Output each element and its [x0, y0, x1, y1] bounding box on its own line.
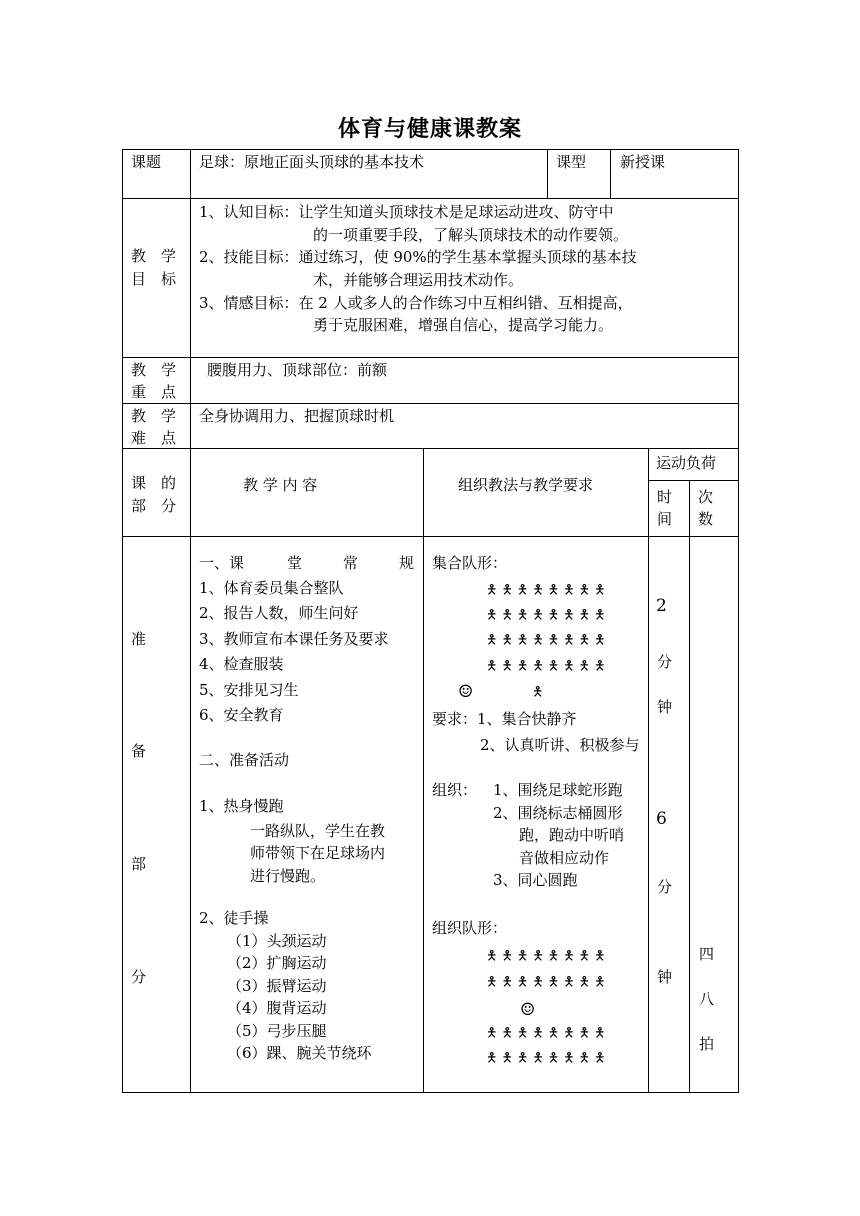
objective-line: 术，并能够合理运用技术动作。: [313, 271, 524, 289]
column-header-content: 教 学 内 容: [243, 476, 318, 494]
difficulty-label: 难 点: [131, 429, 177, 447]
table-border-left: [122, 149, 123, 1093]
student-figure-row: 🯅🯅🯅🯅🯅🯅🯅🯅: [486, 949, 610, 964]
row-divider: [122, 198, 739, 199]
difficulty-label: 教 学: [131, 407, 177, 425]
content-line: 1、热身慢跑: [199, 797, 284, 815]
row-divider: [122, 448, 739, 449]
content-line: 1、体育委员集合整队: [199, 579, 344, 597]
method-line: 组织队形：: [432, 919, 508, 937]
column-header-method: 组织教法与教学要求: [458, 476, 594, 494]
method-line: 2、围绕标志桶圆形: [493, 804, 623, 822]
content-heading: 堂: [287, 554, 303, 572]
column-header-time: 时: [657, 488, 673, 506]
difficulty-value: 全身协调用力、把握顶球时机: [199, 407, 395, 425]
column-divider: [190, 149, 191, 1093]
teacher-icon: ☺: [520, 1000, 536, 1020]
column-header-time: 间: [657, 510, 673, 528]
objective-line: 勇于克服困难，增强自信心，提高学习能力。: [313, 316, 614, 334]
objective-line: 2、技能目标：通过练习，使 90%的学生基本掌握头顶球的基本技: [199, 248, 637, 266]
objectives-label: 目 标: [131, 270, 177, 288]
part-label: 分: [131, 968, 147, 986]
content-heading: 常: [343, 554, 359, 572]
part-label: 备: [131, 742, 147, 760]
key-point-label: 教 学: [131, 361, 177, 379]
type-label: 课型: [556, 153, 587, 171]
method-line: 要求：1、集合快静齐: [432, 710, 577, 728]
content-line: 师带领下在足球场内: [250, 844, 386, 862]
content-line: 一路纵队，学生在教: [250, 822, 386, 840]
column-header-count: 数: [698, 510, 714, 528]
column-divider: [547, 149, 548, 199]
subject-value: 足球：原地正面头顶球的基本技术: [199, 153, 425, 171]
count-value: 四: [699, 945, 715, 963]
column-header-load: 运动负荷: [656, 454, 717, 472]
part-label: 准: [131, 630, 147, 648]
student-figure-row: 🯅🯅🯅🯅🯅🯅🯅🯅: [486, 1026, 610, 1041]
objective-line: 的一项重要手段，了解头顶球技术的动作要领。: [313, 226, 629, 244]
method-line: 集合队形：: [432, 554, 508, 572]
content-line: 6、安全教育: [199, 706, 284, 724]
time-value: 钟: [657, 968, 673, 986]
part-label: 部: [131, 855, 147, 873]
time-value: 2: [656, 596, 667, 616]
count-value: 八: [699, 990, 715, 1008]
time-value: 分: [657, 878, 673, 896]
content-line: （6）踝、腕关节绕环: [227, 1044, 372, 1062]
method-line: 组织：: [432, 781, 478, 799]
column-header-part: 课 的: [131, 474, 177, 492]
content-line: 4、检查服装: [199, 655, 284, 673]
row-divider: [122, 357, 739, 358]
student-figure-row: 🯅🯅🯅🯅🯅🯅🯅🯅: [486, 1051, 610, 1066]
content-line: （2）扩胸运动: [227, 954, 327, 972]
content-line: （4）腹背运动: [227, 999, 327, 1017]
content-line: （5）弓步压腿: [227, 1022, 327, 1040]
column-header-part: 部 分: [131, 497, 177, 515]
student-figure-icon: 🯅: [532, 685, 548, 700]
row-divider: [122, 536, 739, 537]
column-divider: [610, 149, 611, 199]
row-divider: [648, 480, 739, 481]
table-border-right: [738, 149, 739, 1093]
time-value: 6: [656, 809, 667, 829]
method-line: 跑，跑动中听哨: [519, 826, 625, 844]
content-line: 进行慢跑。: [250, 867, 326, 885]
row-divider: [122, 403, 739, 404]
method-line: 1、围绕足球蛇形跑: [493, 781, 623, 799]
objectives-label: 教 学: [131, 247, 177, 265]
column-divider: [648, 448, 649, 1093]
content-heading: 二、准备活动: [199, 751, 290, 769]
objective-line: 3、情感目标：在 2 人或多人的合作练习中互相纠错、互相提高，: [199, 294, 633, 312]
student-figure-row: 🯅🯅🯅🯅🯅🯅🯅🯅: [486, 633, 610, 648]
time-value: 分: [657, 653, 673, 671]
key-point-label: 重 点: [131, 383, 177, 401]
type-value: 新授课: [620, 153, 666, 171]
content-heading: 一、课: [199, 554, 245, 572]
time-value: 钟: [657, 698, 673, 716]
student-figure-row: 🯅🯅🯅🯅🯅🯅🯅🯅: [486, 608, 610, 623]
method-line: 音做相应动作: [519, 849, 610, 867]
subject-label: 课题: [131, 153, 162, 171]
count-value: 拍: [699, 1035, 715, 1053]
method-line: 2、认真听讲、积极参与: [480, 736, 640, 754]
table-border-top: [122, 149, 739, 150]
content-line: 2、徒手操: [199, 909, 269, 927]
content-line: 2、报告人数，师生问好: [199, 604, 359, 622]
content-line: （1）头颈运动: [227, 932, 327, 950]
column-header-count: 次: [698, 488, 714, 506]
content-heading: 规: [399, 554, 415, 572]
table-border-bottom: [122, 1092, 739, 1093]
column-divider: [423, 448, 424, 1093]
student-figure-row: 🯅🯅🯅🯅🯅🯅🯅🯅: [486, 583, 610, 598]
student-figure-row: 🯅🯅🯅🯅🯅🯅🯅🯅: [486, 975, 610, 990]
method-line: 3、同心圆跑: [493, 871, 578, 889]
content-line: 3、教师宣布本课任务及要求: [199, 630, 389, 648]
page-title: 体育与健康课教案: [337, 116, 522, 142]
key-point-value: 腰腹用力、顶球部位：前额: [207, 361, 388, 379]
student-figure-row: 🯅🯅🯅🯅🯅🯅🯅🯅: [486, 659, 610, 674]
column-divider: [689, 480, 690, 1093]
content-line: 5、安排见习生: [199, 681, 299, 699]
objective-line: 1、认知目标：让学生知道头顶球技术是足球运动进攻、防守中: [199, 203, 614, 221]
teacher-icon: ☺: [458, 682, 474, 702]
content-line: （3）振臂运动: [227, 977, 327, 995]
